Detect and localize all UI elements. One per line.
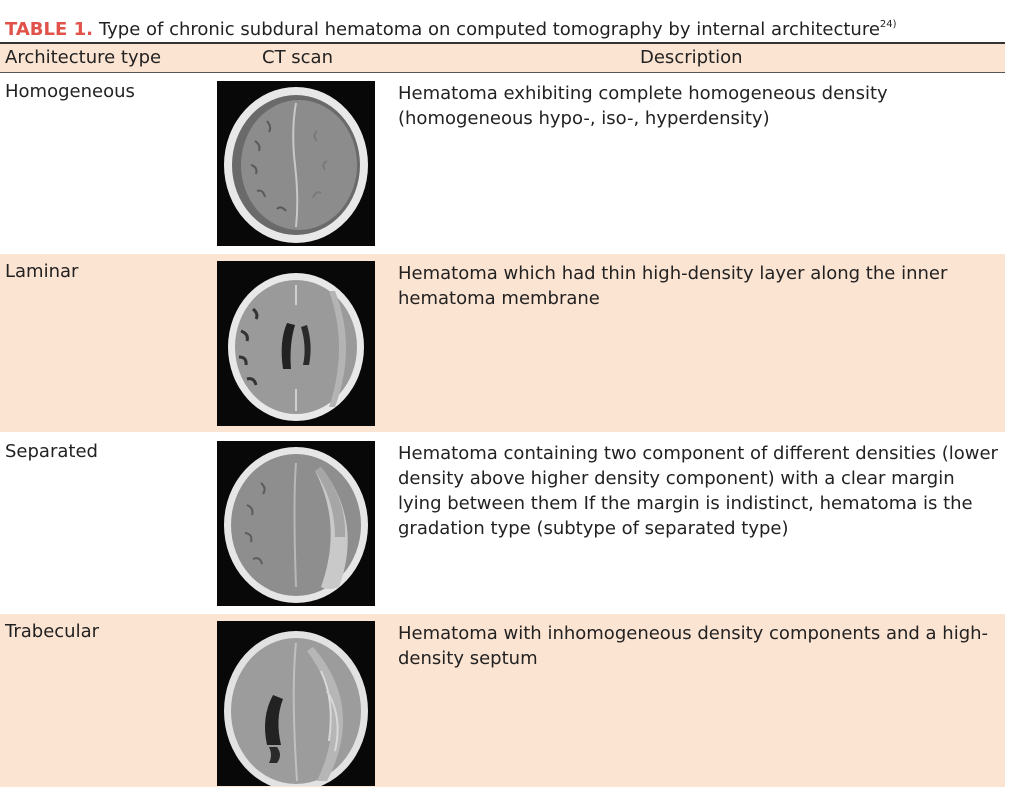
ct-scan-image-homogeneous bbox=[217, 81, 375, 246]
ct-scan-image-laminar bbox=[217, 261, 375, 426]
header-ct-scan: CT scan bbox=[262, 47, 333, 68]
header-architecture-type: Architecture type bbox=[5, 47, 162, 68]
table-header bbox=[0, 44, 1005, 73]
ct-scan-image-separated bbox=[217, 441, 375, 606]
row-type-label: Trabecular bbox=[5, 621, 100, 642]
table-label: TABLE 1. bbox=[5, 19, 93, 40]
header-description: Description bbox=[640, 47, 743, 68]
row-description: Hematoma which had thin high-density layer along the inner hematoma membrane bbox=[398, 263, 948, 309]
table-row-separated bbox=[0, 434, 1005, 612]
row-description: Hematoma with inhomogeneous density components and a high-density septum bbox=[398, 623, 989, 669]
row-type-label: Homogeneous bbox=[5, 81, 135, 102]
table-row-trabecular bbox=[0, 614, 1005, 787]
row-description: Hematoma containing two component of different densities (lower density above higher density component) with a clear margin lying between them If the margin is indistinct, hematoma is the gradation type (subtype of separated type) bbox=[398, 443, 998, 539]
table-row-laminar bbox=[0, 254, 1005, 432]
table-title: Type of chronic subdural hematoma on computed tomography by internal architecture bbox=[98, 19, 880, 40]
ct-scan-image-trabecular bbox=[217, 621, 375, 786]
row-type-label: Laminar bbox=[5, 261, 79, 282]
row-type-label: Separated bbox=[5, 441, 98, 462]
row-description: Hematoma exhibiting complete homogeneous density (homogeneous hypo-, iso-, hyperdensity) bbox=[398, 83, 888, 129]
table-row-homogeneous bbox=[0, 74, 1005, 252]
reference-superscript: 24) bbox=[879, 19, 897, 30]
table-caption bbox=[5, 12, 897, 43]
